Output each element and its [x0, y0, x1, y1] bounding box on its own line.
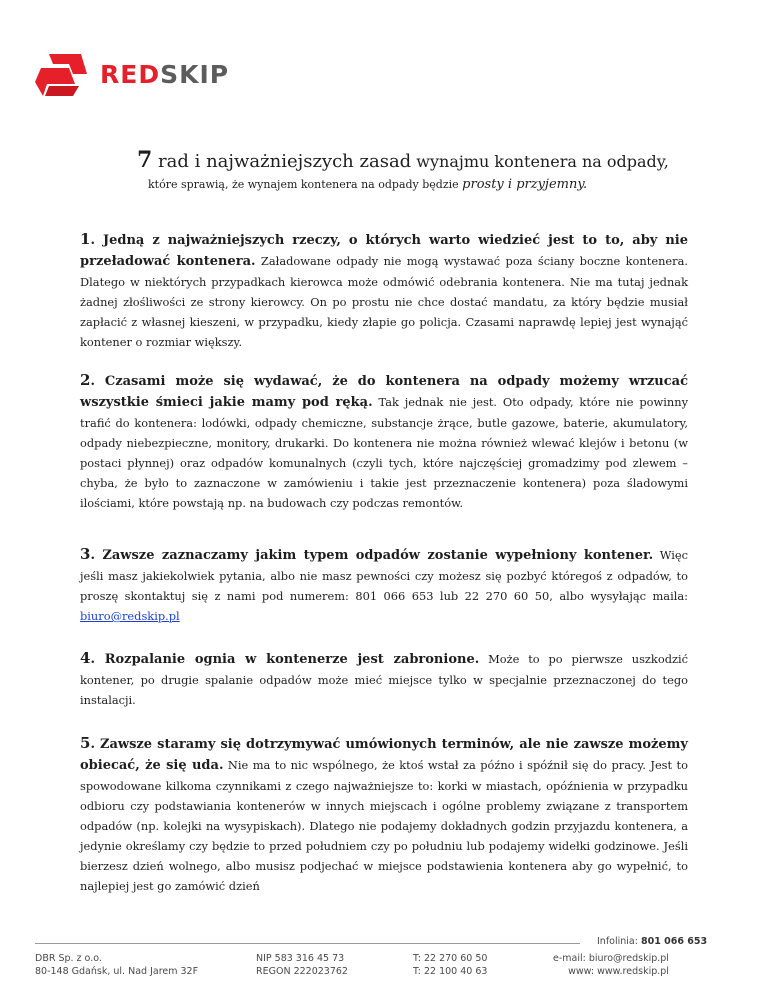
section-body: Załadowane odpady nie mogą wystawać poza ściany boczne kontenera. Dlatego w niektórych przypadkach kierowca może odmówić odebrania kontenera. Nie ma tutaj jednak żadnej złośliwości ze strony kierowcy. On po prostu nie chce dostać mandatu, za który będzie musiał zapłacić z własnej kieszeni, w przypadku, kiedy złapie go policja. Czasami naprawdę lepiej jest wynająć kontener o rozmiar większy.: [80, 254, 689, 349]
section-3: [80, 544, 688, 626]
title-part3: wynajmu kontenera na odpady,: [411, 152, 669, 171]
section-number: 5: [80, 734, 91, 752]
section-4: [80, 648, 688, 710]
regon-number: REGON 222023762: [256, 966, 348, 977]
company-name: DBR Sp. z o.o.: [35, 953, 102, 964]
footer-email: e-mail: biuro@redskip.pl: [553, 953, 669, 964]
infolinia-number: 801 066 653: [640, 936, 708, 947]
footer-website: www: www.redskip.pl: [568, 966, 669, 977]
footer-infolinia: [597, 936, 707, 947]
section-heading: . Zawsze zaznaczamy jakim typem odpadów zostanie wypełniony kontener.: [90, 548, 654, 563]
section-heading: . Rozpalanie ognia w kontenerze jest zabronione.: [90, 652, 480, 667]
section-body: Nie ma to nic wspólnego, że ktoś wstał za późno i spóźnił się do pracy. Jest to spowodowane kilkoma czynnikami z czego najważniejsze to: korki w miastach, opóźnienia w przypadku odbioru czy podstawiania kontenerów w innych miejscach i ogólne problemy związane z transportem odpadów (np. kolejki na wysypiskach). Dlatego nie podajemy dokładnych godzin przyjazdu kontenera, a jedynie określamy czy będzie to przed południem czy po południu lub podajemy widełki godzinowe. Jeśli bierzesz dzień wolnego, albo musisz podjechać w miejsce podstawienia kontenera aby go wypełnić, to najlepiej jest go zamówić dzień: [80, 758, 688, 893]
email-link[interactable]: biuro@redskip.pl: [80, 609, 180, 623]
nip-number: NIP 583 316 45 73: [256, 953, 345, 964]
subtitle-text: które sprawią, że wynajem kontenera na odpady będzie: [148, 178, 463, 191]
logo-text-dark: SKIP: [160, 59, 230, 89]
section-heading: . Czasami może się wydawać, że do kontenera na odpady możemy wrzucać wszystkie śmieci jakie mamy pod ręką.: [80, 374, 688, 410]
footer-registry: [256, 952, 348, 978]
infolinia-label: Infolinia:: [597, 936, 641, 947]
section-number: 4: [80, 649, 91, 667]
section-heading: . Zawsze staramy się dotrzymywać umówionych terminów, ale nie zawsze możemy obiecać, że się uda.: [80, 737, 688, 773]
footer-contact: [553, 952, 669, 978]
section-1: [80, 229, 688, 352]
section-number: 2: [80, 371, 91, 389]
redskip-logo-icon: [35, 52, 87, 96]
section-heading: . Jedną z najważniejszych rzeczy, o których warto wiedzieć jest to to, aby nie przeładować kontenera.: [80, 233, 688, 269]
section-body: Tak jednak nie jest. Oto odpady, które nie powinny trafić do kontenera: lodówki, odpady chemiczne, substancje żrące, butle gazowe, baterie, akumulatory, odpady niebezpieczne, monitory, drukarki. Do kontenera nie można również wlewać klejów i betonu (w postaci płynnej) oraz odpadów komunalnych (czyli tych, które najczęściej gromadzimy pod zlewem – chyba, że było to zaznaczone w zamówieniu i takie jest przeznaczenie kontenera) poza śladowymi ilościami, które powstają np. na budowach czy podczas remontów.: [80, 395, 689, 510]
section-number: 3: [80, 545, 91, 563]
redskip-logo: [35, 52, 229, 96]
phone-1: T: 22 270 60 50: [413, 953, 488, 964]
title-number: 7: [137, 147, 153, 173]
title-part2: najważniejszych zasad: [206, 151, 412, 172]
section-body: Więc jeśli masz jakiekolwiek pytania, albo nie masz pewności czy możesz się pozbyć któregoś z odpadów, to proszę skontaktuj się z nami pod numerem: 801 066 653 lub 22 270 60 50, albo wysyłając maila:: [80, 548, 688, 603]
section-5: [80, 733, 688, 896]
footer-company: [35, 952, 198, 978]
section-body: Może to po pierwsze uszkodzić kontener, po drugie spalanie odpadów może mieć miejsce tylko w specjalnie przeznaczonej do tego instalacji.: [80, 652, 689, 707]
footer-divider: [35, 943, 580, 944]
section-2: [80, 370, 688, 513]
section-number: 1: [80, 230, 91, 248]
logo-text-red: RED: [100, 59, 161, 89]
footer-phones: [413, 952, 487, 978]
title-part1: rad i: [152, 151, 207, 172]
phone-2: T: 22 100 40 63: [413, 966, 488, 977]
company-address: 80-148 Gdańsk, ul. Nad Jarem 32F: [35, 966, 199, 977]
page-title: [137, 147, 669, 173]
subtitle-emphasis: prosty i przyjemny.: [462, 177, 588, 192]
page-subtitle: [148, 177, 587, 192]
